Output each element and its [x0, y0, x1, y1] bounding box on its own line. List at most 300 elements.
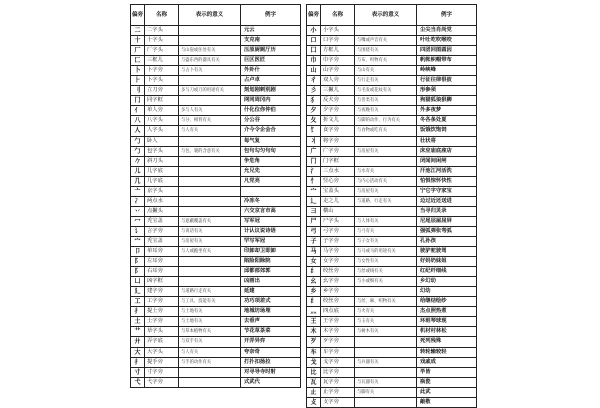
examples-cell: 狗猫狐狼狠狮: [417, 96, 477, 106]
radical-cell: 门: [307, 156, 321, 166]
table-row: [131, 166, 301, 176]
meaning-cell: 与人体有关: [355, 216, 417, 226]
examples-cell: 帆帐帜帽带布: [417, 56, 477, 66]
radical-cell: 比: [307, 367, 321, 377]
table-row: [131, 156, 301, 166]
table-row: [131, 297, 301, 307]
radicals-table-left: [130, 4, 300, 388]
meaning-cell: 与草本植物有关: [179, 327, 241, 337]
examples-cell: 闭闻间闲闸: [417, 156, 477, 166]
header-meaning: 表示的意义: [355, 5, 417, 26]
meaning-cell: [179, 377, 241, 387]
meaning-cell: 与围绕有关: [355, 46, 417, 56]
radical-cell: 彳: [307, 76, 321, 86]
meaning-cell: [355, 367, 417, 377]
examples-cell: 争危角: [241, 156, 301, 166]
examples-cell: 对寻导寺时射: [241, 367, 301, 377]
table-row: [307, 247, 477, 257]
name-cell: 木字旁: [321, 327, 355, 337]
table-row: [131, 327, 301, 337]
examples-cell: 元云: [241, 26, 301, 36]
examples-cell: 罕写军冠: [241, 236, 301, 246]
name-cell: 土字旁: [145, 317, 179, 327]
radical-cell: 丷: [131, 206, 145, 216]
name-cell: 大字头: [145, 347, 179, 357]
examples-cell: 死列残殊: [417, 337, 477, 347]
examples-cell: 什化位你仲伯: [241, 106, 301, 116]
table-row: [307, 116, 477, 126]
table-row: [131, 347, 301, 357]
table-header-row: [307, 5, 477, 26]
radical-cell: 勹: [131, 146, 145, 156]
examples-cell: 形参须: [417, 86, 477, 96]
meaning-cell: 与丝、麻、织物有关: [355, 297, 417, 307]
radical-cell: 饣: [307, 126, 321, 136]
meaning-cell: 与玉有关: [355, 317, 417, 327]
table-row: [131, 116, 301, 126]
radical-cell: 凵: [131, 277, 145, 287]
examples-cell: 陷险阳除院: [241, 257, 301, 267]
radical-cell: 纟: [307, 297, 321, 307]
examples-cell: 乡幻幼: [417, 277, 477, 287]
name-cell: 三撇儿: [321, 86, 355, 96]
name-cell: 工字旁: [145, 297, 179, 307]
meaning-cell: [355, 287, 417, 297]
table-row: [307, 136, 477, 146]
examples-cell: 巨区医匠: [241, 56, 301, 66]
meaning-cell: [179, 206, 241, 216]
name-cell: 卜字旁: [145, 66, 179, 76]
radical-cell: 阝: [131, 267, 145, 277]
examples-cell: 每气复: [241, 136, 301, 146]
table-row: [307, 66, 477, 76]
name-cell: 双人旁: [321, 76, 355, 86]
radical-cell: 止: [307, 387, 321, 397]
examples-cell: 四团回图圆因: [417, 46, 477, 56]
name-cell: 女字旁: [321, 257, 355, 267]
radical-cell: 巾: [307, 56, 321, 66]
name-cell: 包字头: [145, 146, 179, 156]
table-row: [307, 106, 477, 116]
meaning-cell: 与夜晚有关: [355, 106, 417, 116]
name-cell: 绞丝旁: [321, 267, 355, 277]
name-cell: 竖心旁: [321, 176, 355, 186]
examples-cell: 地城坊场埋: [241, 307, 301, 317]
radical-cell: 忄: [307, 176, 321, 186]
meaning-cell: [355, 397, 417, 407]
examples-cell: 戏戚成: [417, 357, 477, 367]
name-cell: 山字旁: [321, 66, 355, 76]
name-cell: 车字旁: [321, 347, 355, 357]
name-cell: 夕字旁: [321, 106, 355, 116]
name-cell: 弓字旁: [321, 226, 355, 236]
name-cell: 弋字旁: [145, 377, 179, 387]
name-cell: 反犬旁: [321, 96, 355, 106]
radical-cell: 讠: [131, 226, 145, 236]
radical-cell: 大: [131, 347, 145, 357]
meaning-cell: 与行走有关: [355, 76, 417, 86]
table-row: [307, 377, 477, 387]
name-cell: 食字旁: [321, 126, 355, 136]
name-cell: 秃宝盖: [145, 236, 179, 246]
table-row: [131, 247, 301, 257]
radical-cell: 八: [131, 116, 145, 126]
table-row: [131, 136, 301, 146]
meaning-cell: 与兽类有关: [355, 96, 417, 106]
table-row: [307, 277, 477, 287]
radical-cell: 冂: [131, 96, 145, 106]
meaning-cell: 与道路行走有关: [179, 287, 241, 297]
meaning-cell: [179, 96, 241, 106]
name-cell: 草字头: [145, 327, 179, 337]
radical-cell: 寸: [131, 367, 145, 377]
radical-cell: 匚: [131, 56, 145, 66]
table-row: [131, 46, 301, 56]
examples-cell: 六交京言市高: [241, 206, 301, 216]
radical-cell: ⺊: [131, 76, 145, 86]
radical-cell: 彡: [307, 86, 321, 96]
examples-cell: 式武代: [241, 377, 301, 387]
radical-cell: 囗: [307, 46, 321, 56]
table-body: [131, 26, 301, 388]
header-name: 名称: [145, 5, 179, 26]
examples-cell: 床应庙底座店: [417, 146, 477, 156]
name-cell: 宝盖头: [321, 186, 355, 196]
name-cell: 比字旁: [321, 367, 355, 377]
radical-cell: 廾: [131, 337, 145, 347]
meaning-cell: [179, 367, 241, 377]
examples-cell: 介今令企会合: [241, 126, 301, 136]
meaning-cell: 与人有关: [179, 126, 241, 136]
table-row: [131, 317, 301, 327]
table-row: [307, 357, 477, 367]
name-cell: 厂字头: [145, 46, 179, 56]
radical-cell: 马: [307, 247, 321, 257]
table-row: [307, 337, 477, 347]
radical-cell: 厂: [131, 46, 145, 56]
radical-cell: 丬: [307, 136, 321, 146]
meaning-cell: 与人有关: [179, 347, 241, 357]
examples-cell: 打扑扣扬拉: [241, 357, 301, 367]
header-examples: 例字: [417, 5, 477, 26]
name-cell: 口字旁: [321, 36, 355, 46]
radical-cell: 亻: [131, 106, 145, 116]
radical-cell: 犭: [307, 96, 321, 106]
radicals-table: [130, 4, 301, 388]
table-row: [131, 357, 301, 367]
examples-cell: 敲敬: [417, 397, 477, 407]
radical-cell: 十: [131, 36, 145, 46]
radical-cell: 勹: [131, 136, 145, 146]
table-row: [131, 96, 301, 106]
radical-cell: 几: [131, 176, 145, 186]
meaning-cell: 与山崖或住处有关: [179, 46, 241, 56]
meaning-cell: 与房屋有关: [355, 186, 417, 196]
name-cell: 子字旁: [321, 236, 355, 246]
table-row: [131, 277, 301, 287]
name-cell: 横山: [321, 206, 355, 216]
radical-cell: 山: [307, 66, 321, 76]
radical-cell: 乡: [307, 287, 321, 297]
name-cell: 八字头: [145, 116, 179, 126]
name-cell: 京字头: [145, 186, 179, 196]
meaning-cell: 与土地有关: [179, 317, 241, 327]
meaning-cell: [179, 176, 241, 186]
name-cell: 止字旁: [321, 387, 355, 397]
examples-cell: 瓶瓷: [417, 377, 477, 387]
name-cell: 点撇头: [145, 206, 179, 216]
name-cell: 巾字旁: [321, 56, 355, 66]
table-row: [307, 226, 477, 236]
meaning-cell: 与水有关: [355, 166, 417, 176]
examples-cell: [241, 186, 301, 196]
examples-cell: 尘尖当肖尚党: [417, 26, 477, 36]
meaning-cell: 多与刀或刀的用途有关: [179, 86, 241, 96]
table-row: [307, 196, 477, 206]
meaning-cell: 与手的动作有关: [179, 357, 241, 367]
table-row: [131, 226, 301, 236]
table-body: [307, 26, 477, 408]
radical-cell: 戈: [307, 357, 321, 367]
meaning-cell: [355, 347, 417, 357]
meaning-cell: 多与人有关: [179, 106, 241, 116]
table-row: [131, 257, 301, 267]
examples-cell: 转轮输较轻: [417, 347, 477, 357]
table-row: [131, 106, 301, 116]
table-header-row: [131, 5, 301, 26]
examples-cell: 幻幼: [417, 287, 477, 297]
table-row: [307, 267, 477, 277]
name-cell: 乡字旁: [321, 287, 355, 297]
examples-cell: 给继结绘纱: [417, 297, 477, 307]
radical-cell: 歹: [307, 337, 321, 347]
meaning-cell: [179, 36, 241, 46]
table-row: [307, 26, 477, 36]
examples-cell: 冷冻冬: [241, 196, 301, 206]
name-cell: 右耳旁: [145, 267, 179, 277]
examples-cell: 允兄先: [241, 166, 301, 176]
radical-cell: 刂: [131, 86, 145, 96]
radical-cell: 王: [307, 317, 321, 327]
radical-cell: 儿: [131, 166, 145, 176]
meaning-cell: [179, 76, 241, 86]
name-cell: 提手旁: [145, 357, 179, 367]
examples-cell: 孔孙孩: [417, 236, 477, 246]
meaning-cell: 与包、裹的含意有关: [179, 146, 241, 156]
radical-cell: 卜: [131, 66, 145, 76]
name-cell: 小字头: [321, 26, 355, 36]
radical-cell: 彐: [307, 206, 321, 216]
meaning-cell: 与毛发或花纹有关: [355, 86, 417, 96]
name-cell: 门字框: [321, 156, 355, 166]
examples-cell: 外多夜梦: [417, 106, 477, 116]
radical-cell: 工: [131, 297, 145, 307]
name-cell: 走之儿: [321, 196, 355, 206]
table-row: [131, 196, 301, 206]
radical-cell: 艹: [131, 327, 145, 337]
table-row: [131, 287, 301, 297]
table-row: [307, 36, 477, 46]
table-row: [131, 337, 301, 347]
meaning-cell: 与丝或线有关: [355, 267, 417, 277]
table-row: [307, 297, 477, 307]
name-cell: 几字底: [145, 176, 179, 186]
table-row: [131, 176, 301, 186]
meaning-cell: [179, 277, 241, 287]
name-cell: 方框儿: [321, 46, 355, 56]
examples-cell: 开弄异弈: [241, 337, 301, 347]
meaning-cell: 与说话有关: [179, 226, 241, 236]
name-cell: 两点水: [145, 196, 179, 206]
name-cell: 斜刀头: [145, 156, 179, 166]
header-name: 名称: [321, 5, 355, 26]
table-row: [131, 216, 301, 226]
table-row: [131, 267, 301, 277]
radical-cell: 车: [307, 347, 321, 357]
radical-cell: 尸: [307, 216, 321, 226]
meaning-cell: [179, 196, 241, 206]
examples-cell: 杰点照热煮: [417, 307, 477, 317]
name-cell: 王字旁: [321, 317, 355, 327]
name-cell: 提土旁: [145, 307, 179, 317]
name-cell: 单耳旁: [145, 247, 179, 257]
meaning-cell: 与火有关: [355, 307, 417, 317]
meaning-cell: [355, 26, 417, 36]
table-row: [307, 96, 477, 106]
radical-cell: 氵: [307, 166, 321, 176]
radical-cell: 扌: [131, 307, 145, 317]
table-row: [307, 86, 477, 96]
name-cell: 凶字框: [145, 277, 179, 287]
radicals-table-right: [306, 4, 476, 408]
radical-cell: 廴: [131, 287, 145, 297]
examples-cell: 宁它字守家宝: [417, 186, 477, 196]
examples-cell: 压原厨厕厅历: [241, 46, 301, 56]
examples-cell: 毕皆: [417, 367, 477, 377]
table-row: [307, 317, 477, 327]
examples-cell: 包句勾匀句旬: [241, 146, 301, 156]
meaning-cell: 与遮蔽覆盖有关: [179, 216, 241, 226]
name-cell: 建字旁: [145, 287, 179, 297]
radical-cell: 宀: [307, 186, 321, 196]
table-row: [307, 397, 477, 407]
name-cell: 四点底: [321, 307, 355, 317]
examples-cell: 凶画出: [241, 277, 301, 287]
meaning-cell: 与双手有关: [179, 337, 241, 347]
meaning-cell: 与脚有关: [355, 387, 417, 397]
meaning-cell: 与人或跪坐有关: [179, 247, 241, 257]
table-row: [307, 76, 477, 86]
examples-cell: 红纪纤细线: [417, 267, 477, 277]
examples-cell: 饭饿饮饱饲: [417, 126, 477, 136]
examples-cell: 凡党亮: [241, 176, 301, 186]
table-row: [307, 46, 477, 56]
header-radical: 偏旁: [307, 5, 321, 26]
radical-cell: 卩: [131, 247, 145, 257]
name-cell: 秃宝盖: [145, 216, 179, 226]
meaning-cell: 与食物或吃有关: [355, 126, 417, 136]
name-cell: 尸字头: [321, 216, 355, 226]
table-row: [307, 176, 477, 186]
table-row: [307, 287, 477, 297]
name-cell: 幺字旁: [321, 277, 355, 287]
examples-cell: 支克南: [241, 36, 301, 46]
examples-cell: 延建: [241, 287, 301, 297]
table-row: [131, 126, 301, 136]
table-row: [131, 146, 301, 156]
radical-cell: 女: [307, 257, 321, 267]
table-row: [307, 367, 477, 377]
name-cell: 寸字旁: [145, 367, 179, 377]
examples-cell: 环班琴球现: [417, 317, 477, 327]
table-row: [131, 236, 301, 246]
name-cell: 折文儿: [321, 116, 355, 126]
meaning-cell: [179, 257, 241, 267]
radical-cell: 灬: [307, 307, 321, 317]
header-meaning: 表示的意义: [179, 5, 241, 26]
meaning-cell: 与工具、技能有关: [179, 297, 241, 307]
name-cell: 儿字底: [145, 166, 179, 176]
radical-cell: 夕: [307, 106, 321, 116]
name-cell: 卜字头: [145, 76, 179, 86]
examples-cell: 当寻归灵录: [417, 206, 477, 216]
meaning-cell: 与布、织物有关: [355, 56, 417, 66]
examples-cell: 岭峡峰: [417, 66, 477, 76]
name-cell: 同字框: [145, 96, 179, 106]
name-cell: 三点水: [321, 166, 355, 176]
meaning-cell: [355, 136, 417, 146]
table-row: [307, 327, 477, 337]
radical-cell: 土: [131, 317, 145, 327]
table-row: [307, 156, 477, 166]
meaning-cell: 与嘴或声音有关: [355, 36, 417, 46]
name-cell: 戈字旁: [321, 357, 355, 367]
table-row: [307, 206, 477, 216]
table-row: [131, 367, 301, 377]
radicals-table: [306, 4, 477, 408]
examples-cell: 此武: [417, 387, 477, 397]
table-row: [307, 126, 477, 136]
radical-cell: 阝: [131, 257, 145, 267]
meaning-cell: 与脚的动作、行为有关: [355, 116, 417, 126]
table-row: [131, 86, 301, 96]
table-row: [307, 166, 477, 176]
meaning-cell: 与树木有关: [355, 327, 417, 337]
radical-cell: 𠂊: [131, 156, 145, 166]
table-row: [131, 36, 301, 46]
examples-cell: 计认议说诗语: [241, 226, 301, 236]
radical-cell: 小: [307, 26, 321, 36]
meaning-cell: 与房屋有关: [179, 236, 241, 246]
name-cell: 弄字底: [145, 337, 179, 347]
name-cell: 马字旁: [321, 247, 355, 257]
radical-cell: 宀: [131, 236, 145, 246]
table-row: [131, 377, 301, 387]
examples-cell: 边过近还送进: [417, 196, 477, 206]
examples-cell: 去垂声: [241, 317, 301, 327]
table-row: [131, 206, 301, 216]
radical-cell: 夂: [307, 116, 321, 126]
examples-cell: 写军冠: [241, 216, 301, 226]
table-row: [307, 56, 477, 66]
name-cell: 立刀旁: [145, 86, 179, 96]
radical-cell: 弋: [131, 377, 145, 387]
meaning-cell: 与小或细有关: [355, 277, 417, 287]
radical-cell: 广: [307, 146, 321, 156]
radical-cell: 木: [307, 327, 321, 337]
name-cell: 歹字旁: [321, 337, 355, 347]
radical-cell: 冖: [131, 216, 145, 226]
